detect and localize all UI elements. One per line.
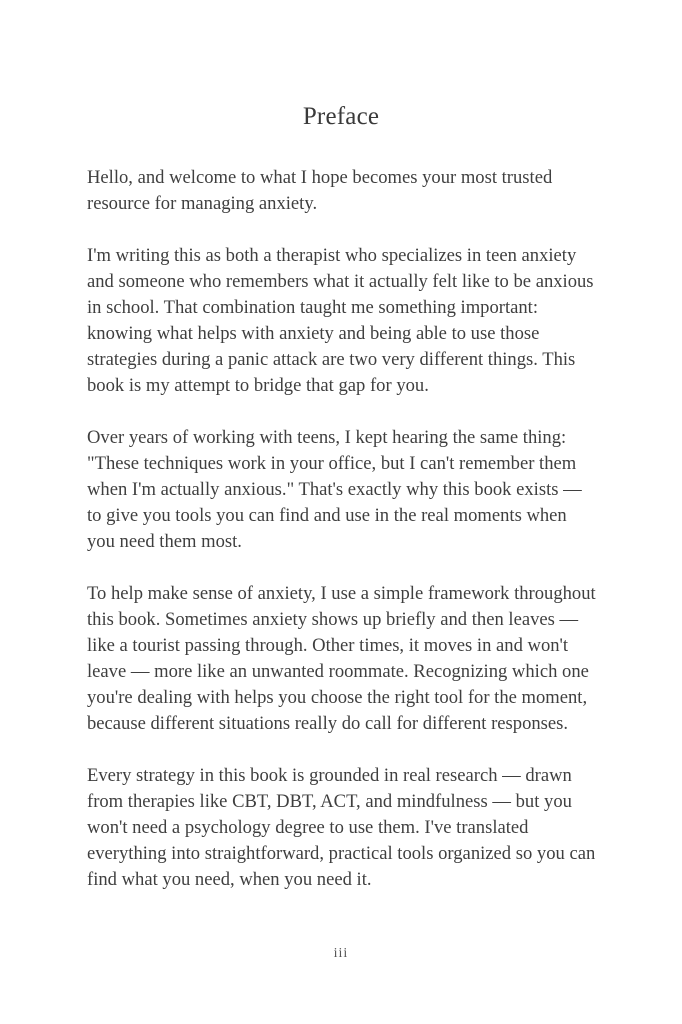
paragraph-2: I'm writing this as both a therapist who specializes in teen anxiety and someone who remembers what it actually felt like to be anxious in school. That combination taught me something important: knowing what helps with anxiety and being able to use those strategies during a panic attack are two very different things. This book is my attempt to bridge that gap for you. xyxy=(87,245,594,396)
page-number: iii xyxy=(333,946,349,961)
paragraph-5: Every strategy in this book is grounded in real research — drawn from therapies like CBT, DBT, ACT, and mindfulness — but you won't need a psychology degree to use them. I've translated everything into straightforward, practical tools organized so you can find what you need, when you need it. xyxy=(87,765,596,890)
page-title: Preface xyxy=(302,103,380,130)
preface-body xyxy=(87,165,597,919)
paragraph-4: To help make sense of anxiety, I use a simple framework throughout this book. Sometimes anxiety shows up briefly and then leaves — like a tourist passing through. Other times, it moves in and won't leave — more like an unwanted roommate. Recognizing which one you're dealing with helps you choose the right tool for the moment, because different situations really do call for different responses. xyxy=(87,583,596,734)
paragraph-1: Hello, and welcome to what I hope becomes your most trusted resource for managing anxiety. xyxy=(87,167,553,214)
paragraph-3: Over years of working with teens, I kept hearing the same thing: "These techniques work in your office, but I can't remember them when I'm actually anxious." That's exactly why this book exists — to give you tools you can find and use in the real moments when you need them most. xyxy=(87,427,582,552)
